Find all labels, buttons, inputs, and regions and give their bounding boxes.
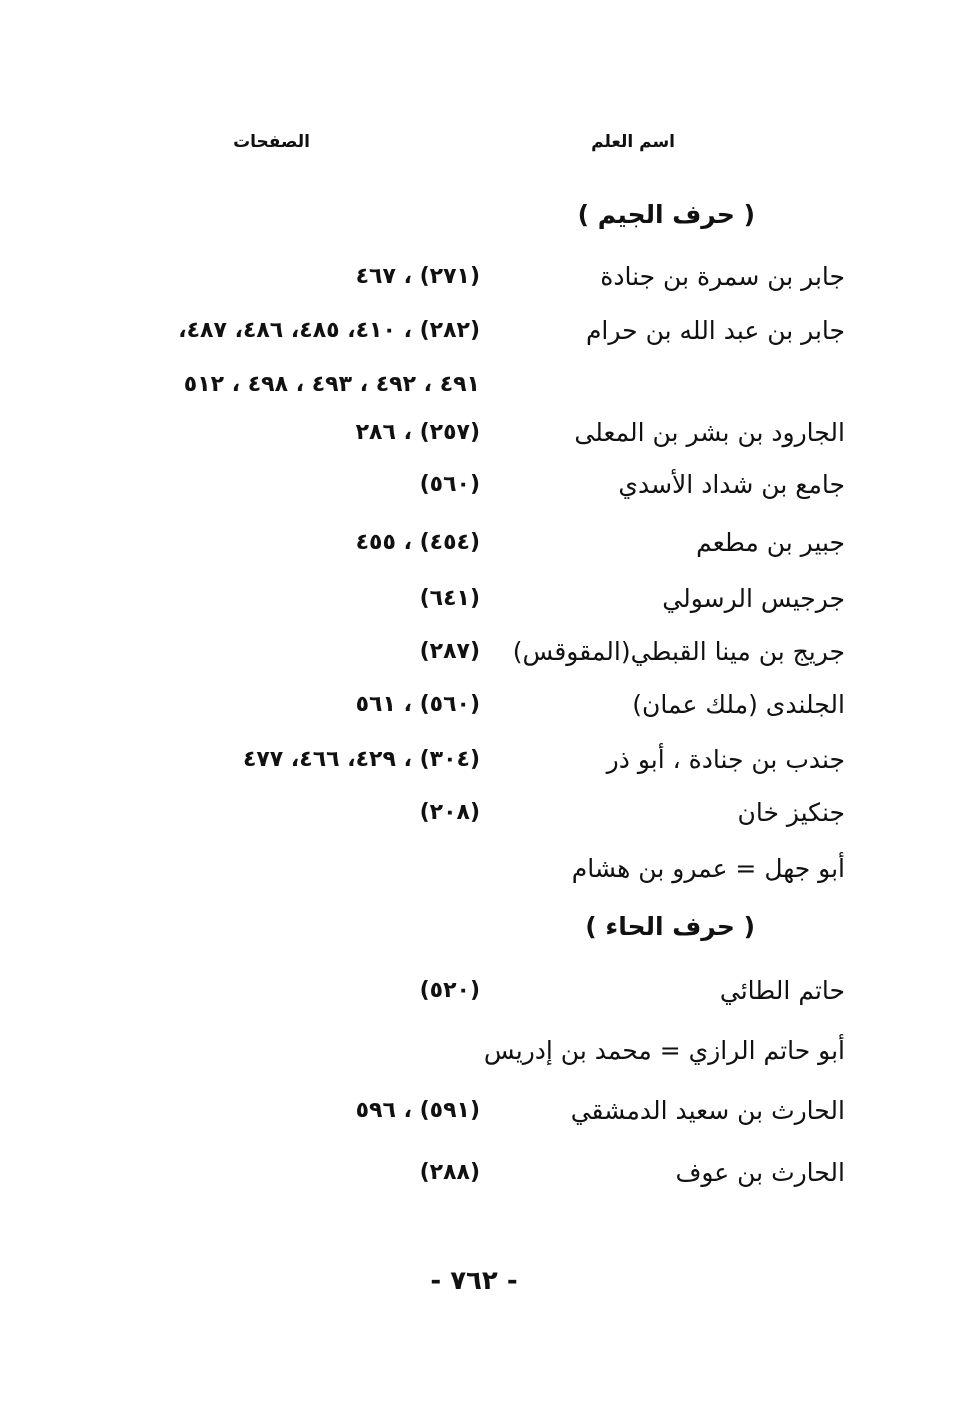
index-entry [125, 262, 845, 302]
index-entry [125, 1036, 845, 1076]
index-entry [125, 690, 845, 730]
entry-pages: (٥٦٠) ، ٥٦١ [355, 692, 480, 717]
entry-name: جندب بن جنادة ، أبو ذر [606, 745, 845, 774]
entry-pages: (٢٥٧) ، ٢٨٦ [355, 420, 480, 445]
section-heading-haa: ( حرف الحاء ) [585, 912, 755, 941]
entry-pages: (٥٢٠) [419, 978, 480, 1003]
index-entry [125, 854, 845, 894]
index-entry [125, 637, 845, 677]
entry-name: جامع بن شداد الأسدي [618, 470, 845, 499]
entry-pages: (٢٠٨) [419, 800, 480, 825]
index-entry [125, 976, 845, 1016]
index-entry [125, 418, 845, 458]
entry-name: الجارود بن بشر بن المعلى [574, 418, 845, 447]
entry-pages: (٢٨٨) [419, 1160, 480, 1185]
entry-pages: ٤٩١ ، ٤٩٢ ، ٤٩٣ ، ٤٩٨ ، ٥١٢ [183, 372, 480, 397]
index-entry [125, 316, 845, 356]
index-entry [125, 584, 845, 624]
entry-name: أبو حاتم الرازي = محمد بن إدريس [483, 1036, 845, 1065]
index-entry [125, 528, 845, 568]
entry-pages: (٣٠٤) ، ٤٢٩، ٤٦٦، ٤٧٧ [242, 747, 480, 772]
entry-name: الحارث بن سعيد الدمشقي [570, 1096, 845, 1125]
entry-pages: (٤٥٤) ، ٤٥٥ [355, 530, 480, 555]
pages-column-header: الصفحات [233, 132, 310, 152]
index-entry [125, 470, 845, 510]
entry-name: حاتم الطائي [719, 976, 845, 1005]
entry-name: الحارث بن عوف [675, 1158, 845, 1187]
entry-pages: (٥٩١) ، ٥٩٦ [355, 1098, 480, 1123]
index-entry [125, 798, 845, 838]
entry-pages: (٢٨٧) [419, 639, 480, 664]
entry-pages: (٦٤١) [419, 586, 480, 611]
name-column-header: اسم العلم [591, 132, 675, 152]
entry-name: جريج بن مينا القبطي(المقوقس) [512, 637, 845, 666]
index-entry [125, 745, 845, 785]
index-entry [125, 1158, 845, 1198]
entry-pages: (٥٦٠) [419, 472, 480, 497]
page-number: - ٧٦٢ - [430, 1266, 518, 1296]
entry-name: الجلندى (ملك عمان) [632, 690, 845, 719]
entry-pages: (٢٧١) ، ٤٦٧ [355, 264, 480, 289]
entry-name: جابر بن سمرة بن جنادة [600, 262, 845, 291]
entry-pages: (٢٨٢) ، ٤١٠، ٤٨٥، ٤٨٦، ٤٨٧، [178, 318, 480, 343]
entry-name: جبير بن مطعم [696, 528, 845, 557]
entry-name: أبو جهل = عمرو بن هشام [571, 854, 845, 883]
index-entry-continuation [125, 370, 845, 410]
entry-name: جنكيز خان [737, 798, 845, 827]
entry-name: جرجيس الرسولي [662, 584, 845, 613]
entry-name: جابر بن عبد الله بن حرام [585, 316, 845, 345]
section-heading-jeem: ( حرف الجيم ) [577, 200, 755, 229]
index-entry [125, 1096, 845, 1136]
